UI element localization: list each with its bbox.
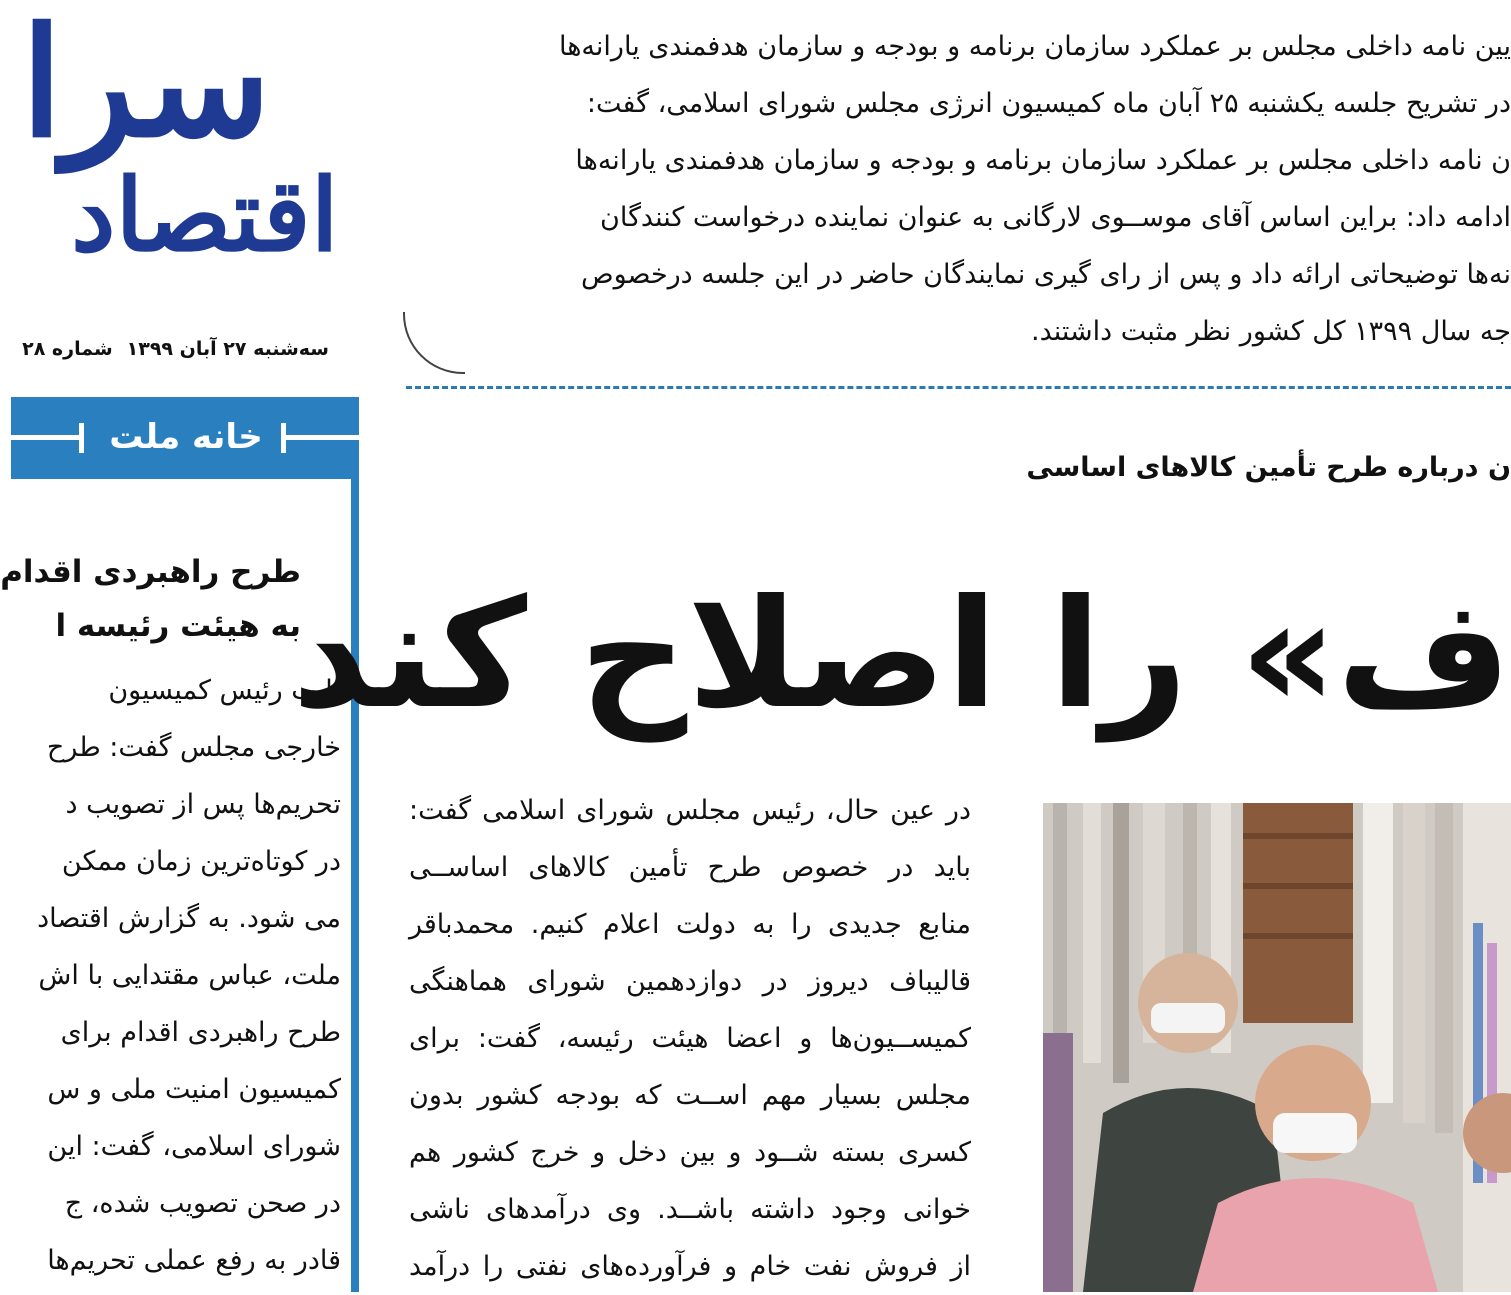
sidebar-headline xyxy=(0,545,301,653)
sidebar-line: در صحن تصویب شده، ج xyxy=(64,1188,341,1219)
issue-date-line xyxy=(11,338,329,360)
sidebar-headline-line: به هیئت رئیسه ا xyxy=(55,608,301,644)
sidebar-line: در کوتاه‌ترین زمان ممکن xyxy=(61,846,341,877)
body-line: کمیســیون‌ها و اعضا هیئت رئیسه، گفت: برای xyxy=(409,1023,971,1054)
body-line: باید در خصوص طرح تأمین کالاهای اساســی xyxy=(409,852,971,883)
sidebar-line: قادر به رفع عملی تحریم‌ها xyxy=(47,1245,341,1276)
top-article xyxy=(436,18,1511,360)
sidebar-line: شورای اسلامی، گفت: این xyxy=(47,1131,341,1162)
section-divider xyxy=(406,386,1511,389)
news-photo xyxy=(1043,803,1511,1292)
main-body-column xyxy=(409,782,971,1295)
sidebar-section-header xyxy=(11,397,359,479)
article-line: ن نامه داخلی مجلس بر عملکرد سازمان برنامه و بودجه و سازمان هدفمندی یارانه‌ها xyxy=(575,145,1511,176)
issue-date: سه‌شنبه ۲۷ آبان ۱۳۹۹ xyxy=(126,338,329,360)
masthead-logo: سرا xyxy=(20,0,271,171)
sidebar-line: طرح راهبردی اقدام برای xyxy=(60,1017,341,1048)
body-line: خوانی وجود داشته باشــد. وی درآمدهای ناشی xyxy=(409,1194,971,1225)
article-line: یین نامه داخلی مجلس بر عملکرد سازمان برنامه و بودجه و سازمان هدفمندی یارانه‌ها xyxy=(558,31,1511,62)
body-line: کسری بسته شــود و بین دخل و خرج کشور هم xyxy=(409,1137,971,1168)
article-line: جه سال ۱۳۹۹ کل کشور نظر مثبت داشتند. xyxy=(1031,316,1511,347)
sidebar-line: خارجی مجلس گفت: طرح xyxy=(46,732,341,763)
sidebar-line: نایب رئیس کمیسیون xyxy=(108,675,341,706)
sidebar-headline-line: طرح راهبردی اقدام xyxy=(0,554,301,590)
body-line: مجلس بسیار مهم اســت که بودجه کشور بدون xyxy=(409,1080,971,1111)
main-kicker: ن درباره طرح تأمین کالاهای اساسی xyxy=(1026,452,1511,483)
sidebar-line: ملت، عباس مقتدایی با اش xyxy=(38,960,341,991)
body-line: قالیباف دیروز در دوازدهمین شورای هماهنگی xyxy=(409,966,971,997)
article-line: ادامه داد: براین اساس آقای موســوی لارگانی به عنوان نماینده درخواست کنندگان xyxy=(600,202,1511,233)
body-line: منابع جدیدی را به دولت اعلام کنیم. محمدباقر xyxy=(409,909,971,940)
article-line: در تشریح جلسه یکشنبه ۲۵ آبان ماه کمیسیون انرژی مجلس شورای اسلامی، گفت: xyxy=(586,88,1511,119)
photo-illustration xyxy=(1043,803,1511,1292)
body-line: در عین حال، رئیس مجلس شورای اسلامی گفت: xyxy=(409,795,971,826)
header-rule-left xyxy=(11,435,81,440)
sidebar-line: تحریم‌ها پس از تصویب د xyxy=(65,789,341,820)
sidebar-section-title: خانه ملت xyxy=(109,417,263,457)
body-line: از فروش نفت خام و فرآورده‌های نفتی را درآمد xyxy=(409,1251,971,1282)
decorative-curve xyxy=(403,312,465,374)
header-rule-right xyxy=(283,435,359,440)
sidebar-line: کمیسیون امنیت ملی و س xyxy=(47,1074,341,1105)
article-line: نه‌ها توضیحاتی ارائه داد و پس از رای گیری نمایندگان حاضر در این جلسه درخصوص xyxy=(580,259,1511,290)
header-rule-tick xyxy=(79,423,84,453)
masthead-logo-subtitle: اقتصاد xyxy=(71,156,339,274)
issue-number: شماره ۲۸ xyxy=(22,338,113,360)
sidebar-line: می شود. به گزارش اقتصاد xyxy=(37,903,341,934)
main-headline: ف» را اصلاح کند xyxy=(291,568,1511,742)
